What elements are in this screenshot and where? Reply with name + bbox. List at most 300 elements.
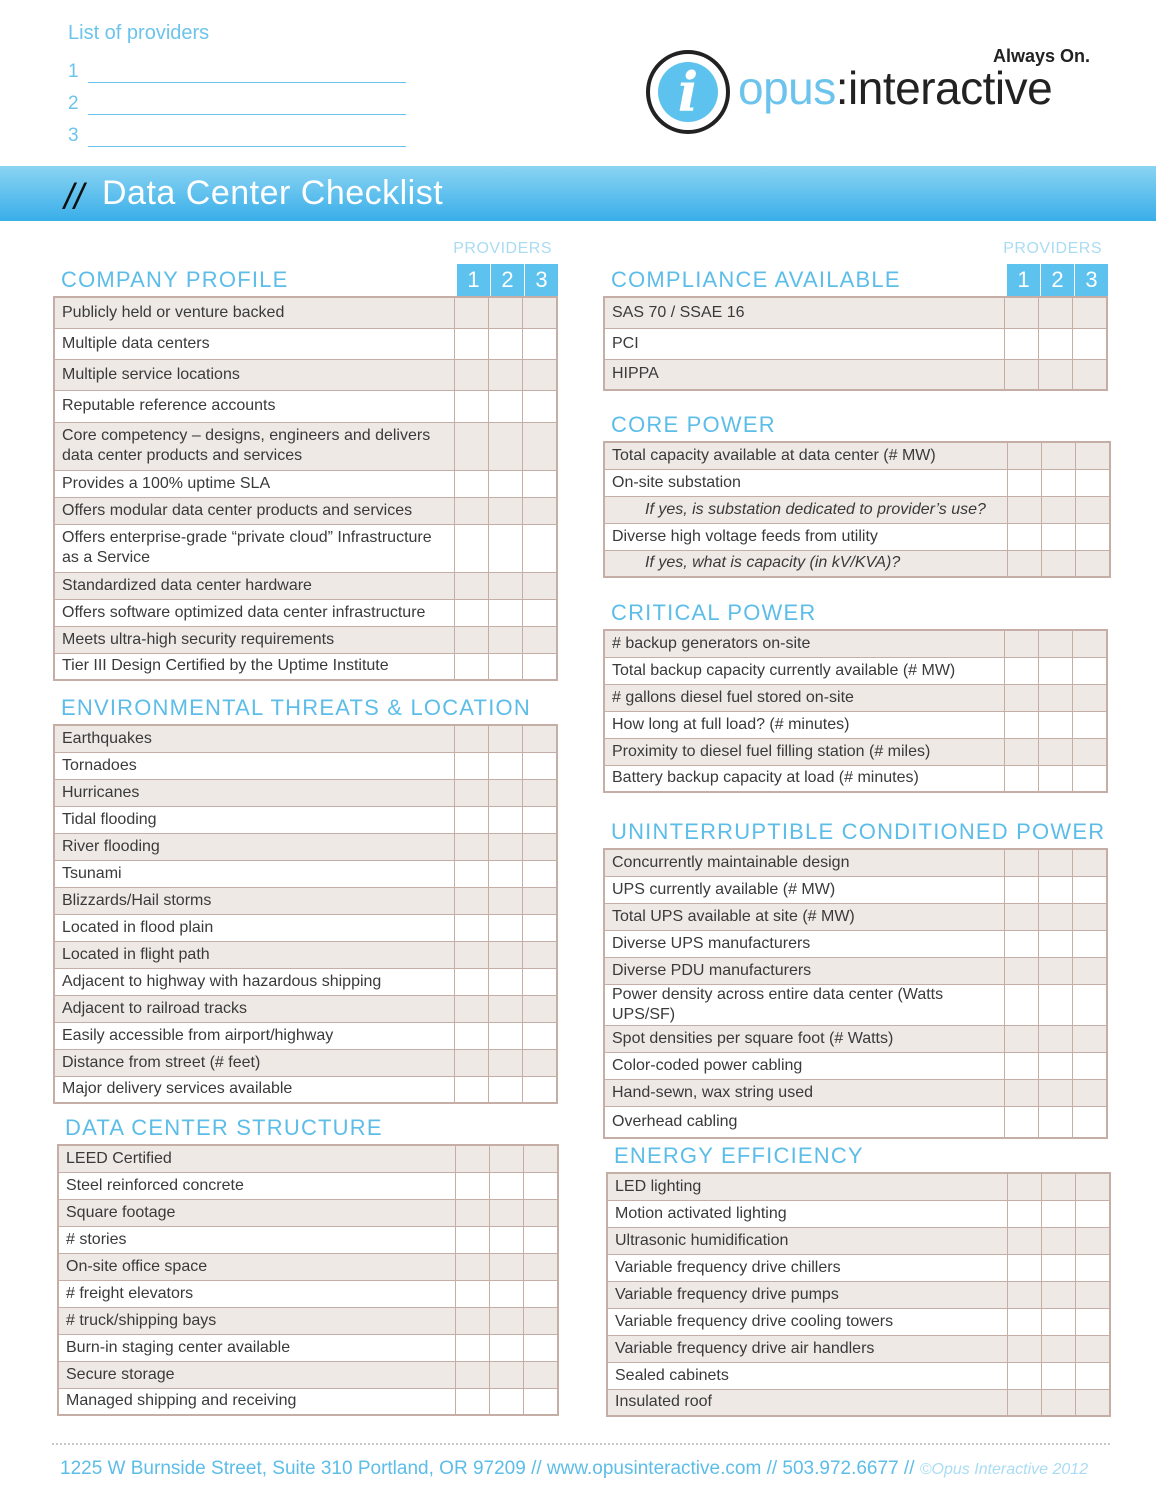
provider-1-checkbox[interactable] [456, 1307, 490, 1334]
checklist-item-label: Earthquakes [54, 725, 455, 752]
provider-3-checkbox[interactable] [1076, 1173, 1111, 1200]
provider-1-checkbox[interactable] [1005, 984, 1039, 1025]
provider-2-checkbox[interactable] [1039, 328, 1073, 359]
provider-3-checkbox[interactable] [524, 1307, 559, 1334]
provider-2-checkbox[interactable] [489, 470, 523, 497]
checklist-item-label: Publicly held or venture backed [54, 297, 455, 328]
provider-1-checkbox[interactable] [1005, 849, 1039, 876]
provider-1-checkbox[interactable] [456, 1388, 490, 1415]
provider-1-checkbox[interactable] [1008, 523, 1042, 550]
checklist-item-label: # freight elevators [58, 1280, 456, 1307]
provider-2-checkbox[interactable] [1039, 711, 1073, 738]
provider-2-checkbox[interactable] [1042, 523, 1076, 550]
checklist-row [604, 523, 1110, 550]
provider-3-checkbox[interactable] [523, 1076, 558, 1103]
provider-3-checkbox[interactable] [523, 995, 558, 1022]
provider-2-checkbox[interactable] [489, 725, 523, 752]
provider-3-checkbox[interactable] [1076, 1308, 1111, 1335]
provider-2-checkbox[interactable] [1042, 469, 1076, 496]
provider-2-checkbox[interactable] [1042, 1227, 1076, 1254]
provider-3-checkbox[interactable] [524, 1145, 559, 1172]
checklist-row [607, 1200, 1110, 1227]
checklist-item-label: Variable frequency drive air handlers [607, 1335, 1008, 1362]
section-title: ENVIRONMENTAL THREATS & LOCATION [61, 695, 531, 720]
checklist-row [604, 849, 1107, 876]
checklist-item-label: Standardized data center hardware [54, 572, 455, 599]
checklist-row [58, 1388, 558, 1415]
provider-1-checkbox[interactable] [1005, 359, 1039, 390]
provider-1-checkbox[interactable] [1005, 1079, 1039, 1106]
provider-3-checkbox[interactable] [1076, 442, 1111, 469]
checklist-item-label: # backup generators on-site [604, 630, 1005, 657]
provider-2-checkbox[interactable] [1042, 1308, 1076, 1335]
provider-3-checkbox[interactable] [1073, 657, 1108, 684]
provider-1-checkbox[interactable] [455, 470, 489, 497]
provider-3-checkbox[interactable] [523, 725, 558, 752]
provider-1-checkbox[interactable] [1008, 1281, 1042, 1308]
checklist-item-label: Diverse high voltage feeds from utility [604, 523, 1008, 550]
provider-3-checkbox[interactable] [1073, 328, 1108, 359]
provider-3-checkbox[interactable] [524, 1280, 559, 1307]
checklist-item-label: SAS 70 / SSAE 16 [604, 297, 1005, 328]
provider-number-3: 3 [524, 264, 558, 296]
footer-website-link[interactable]: www.opusinteractive.com [546, 1458, 762, 1479]
provider-2-checkbox[interactable] [489, 599, 523, 626]
provider-2-checkbox[interactable] [490, 1361, 524, 1388]
checklist-table [53, 724, 558, 1104]
checklist-row [54, 328, 557, 359]
provider-1-checkbox[interactable] [1008, 469, 1042, 496]
provider-2-checkbox[interactable] [490, 1388, 524, 1415]
provider-1-checkbox[interactable] [455, 297, 489, 328]
checklist-table [603, 441, 1111, 578]
provider-2-checkbox[interactable] [489, 887, 523, 914]
provider-1-checkbox[interactable] [1008, 1227, 1042, 1254]
section-core-power [603, 409, 1111, 578]
provider-3-checkbox[interactable] [1073, 630, 1108, 657]
provider-2-checkbox[interactable] [1042, 1389, 1076, 1416]
checklist-item-label: Diverse PDU manufacturers [604, 957, 1005, 984]
provider-3-checkbox[interactable] [1073, 876, 1108, 903]
provider-1-checkbox[interactable] [455, 752, 489, 779]
footer-phone: 503.972.6677 [782, 1458, 899, 1479]
provider-1-checkbox[interactable] [1005, 630, 1039, 657]
provider-1-checkbox[interactable] [1008, 1362, 1042, 1389]
provider-1-checkbox[interactable] [455, 914, 489, 941]
provider-3-checkbox[interactable] [523, 779, 558, 806]
checklist-row [607, 1281, 1110, 1308]
provider-1-checkbox[interactable] [1008, 1254, 1042, 1281]
provider-3-checkbox[interactable] [524, 1226, 559, 1253]
provider-2-checkbox[interactable] [1039, 630, 1073, 657]
provider-1-checkbox[interactable] [1008, 1200, 1042, 1227]
provider-2-checkbox[interactable] [1042, 1335, 1076, 1362]
checklist-row [604, 359, 1107, 390]
checklist-row [604, 957, 1107, 984]
provider-2-checkbox[interactable] [489, 806, 523, 833]
provider-1-checkbox[interactable] [456, 1253, 490, 1280]
provider-1-checkbox[interactable] [455, 725, 489, 752]
provider-3-checkbox[interactable] [523, 914, 558, 941]
provider-1-checkbox[interactable] [455, 860, 489, 887]
provider-3-checkbox[interactable] [524, 1334, 559, 1361]
provider-2-checkbox[interactable] [1039, 984, 1073, 1025]
provider-3-checkbox[interactable] [1076, 550, 1111, 577]
provider-2-checkbox[interactable] [1039, 738, 1073, 765]
provider-3-checkbox[interactable] [523, 887, 558, 914]
checklist-item-label: Battery backup capacity at load (# minutes) [604, 765, 1005, 792]
provider-1-checkbox[interactable] [1008, 1308, 1042, 1335]
provider-2-checkbox[interactable] [490, 1253, 524, 1280]
checklist-row [54, 470, 557, 497]
provider-2-checkbox[interactable] [1039, 930, 1073, 957]
provider-3-checkbox[interactable] [1076, 469, 1111, 496]
provider-1-checkbox[interactable] [455, 422, 489, 470]
provider-number-3: 3 [1074, 264, 1108, 296]
checklist-item-label: # gallons diesel fuel stored on-site [604, 684, 1005, 711]
provider-1-checkbox[interactable] [456, 1361, 490, 1388]
checklist-row [54, 941, 557, 968]
provider-1-checkbox[interactable] [455, 1022, 489, 1049]
checklist-row [607, 1173, 1110, 1200]
provider-1-checkbox[interactable] [455, 497, 489, 524]
provider-2-checkbox[interactable] [490, 1334, 524, 1361]
provider-3-checkbox[interactable] [1076, 1335, 1111, 1362]
provider-2-checkbox[interactable] [1039, 1106, 1073, 1138]
checklist-row [604, 328, 1107, 359]
provider-1-checkbox[interactable] [1005, 297, 1039, 328]
checklist-item-label: Variable frequency drive cooling towers [607, 1308, 1008, 1335]
checklist-item-label: Offers software optimized data center infrastructure [54, 599, 455, 626]
provider-1-checkbox[interactable] [455, 653, 489, 680]
checklist-item-label: Distance from street (# feet) [54, 1049, 455, 1076]
provider-3-checkbox[interactable] [524, 1388, 559, 1415]
checklist-row [54, 860, 557, 887]
provider-2-checkbox[interactable] [1039, 1052, 1073, 1079]
provider-3-checkbox[interactable] [1073, 849, 1108, 876]
provider-2-checkbox[interactable] [490, 1280, 524, 1307]
provider-1-checkbox[interactable] [1008, 1389, 1042, 1416]
providers-header: PROVIDERS [1003, 240, 1102, 257]
provider-2-checkbox[interactable] [1042, 550, 1076, 577]
provider-2-checkbox[interactable] [1042, 1173, 1076, 1200]
provider-3-checkbox[interactable] [1073, 1025, 1108, 1052]
provider-3-checkbox[interactable] [1076, 1281, 1111, 1308]
provider-1-checkbox[interactable] [1008, 1335, 1042, 1362]
provider-2-checkbox[interactable] [1042, 1362, 1076, 1389]
page-title: Data Center Checklist [102, 174, 444, 212]
provider-3-checkbox[interactable] [1073, 684, 1108, 711]
checklist-item-label: On-site office space [58, 1253, 456, 1280]
provider-2-checkbox[interactable] [1042, 1281, 1076, 1308]
provider-3-checkbox[interactable] [523, 941, 558, 968]
checklist-item-label: Multiple data centers [54, 328, 455, 359]
provider-2-checkbox[interactable] [489, 497, 523, 524]
provider-3-checkbox[interactable] [523, 390, 558, 422]
checklist-row [58, 1361, 558, 1388]
provider-1-checkbox[interactable] [455, 572, 489, 599]
provider-2-checkbox[interactable] [489, 1076, 523, 1103]
provider-2-checkbox[interactable] [489, 653, 523, 680]
checklist-item-label: Adjacent to highway with hazardous shipping [54, 968, 455, 995]
provider-3-checkbox[interactable] [523, 524, 558, 572]
provider-3-checkbox[interactable] [523, 599, 558, 626]
provider-1-checkbox[interactable] [456, 1280, 490, 1307]
provider-1-checkbox[interactable] [1005, 684, 1039, 711]
checklist-item-label: Proximity to diesel fuel filling station (# miles) [604, 738, 1005, 765]
provider-2-checkbox[interactable] [489, 422, 523, 470]
provider-1-checkbox[interactable] [456, 1334, 490, 1361]
checklist-row [54, 1076, 557, 1103]
provider-3-checkbox[interactable] [1073, 903, 1108, 930]
provider-3-checkbox[interactable] [1076, 496, 1111, 523]
provider-3-checkbox[interactable] [1073, 930, 1108, 957]
provider-3-checkbox[interactable] [523, 968, 558, 995]
checklist-row [54, 725, 557, 752]
provider-1-checkbox[interactable] [1005, 903, 1039, 930]
provider-3-checkbox[interactable] [523, 833, 558, 860]
provider-2-checkbox[interactable] [490, 1199, 524, 1226]
provider-1-checkbox[interactable] [1008, 442, 1042, 469]
provider-3-checkbox[interactable] [1073, 984, 1108, 1025]
checklist-row [58, 1253, 558, 1280]
provider-3-checkbox[interactable] [524, 1253, 559, 1280]
checklist-row [54, 968, 557, 995]
provider-1-checkbox[interactable] [455, 941, 489, 968]
checklist-item-label: Total capacity available at data center (# MW) [604, 442, 1008, 469]
checklist-row [58, 1172, 558, 1199]
provider-1-checkbox[interactable] [455, 995, 489, 1022]
provider-line-2[interactable]: 2 [68, 83, 406, 115]
checklist-row [54, 599, 557, 626]
logo-tagline: Always On. [992, 46, 1090, 66]
provider-1-checkbox[interactable] [456, 1226, 490, 1253]
checklist-table [57, 1144, 559, 1416]
provider-3-checkbox[interactable] [1076, 1362, 1111, 1389]
provider-1-checkbox[interactable] [1005, 930, 1039, 957]
provider-2-checkbox[interactable] [1039, 957, 1073, 984]
provider-2-checkbox[interactable] [490, 1145, 524, 1172]
section-title: CRITICAL POWER [611, 600, 817, 625]
checklist-row [604, 550, 1110, 577]
provider-1-checkbox[interactable] [1005, 876, 1039, 903]
provider-3-checkbox[interactable] [523, 572, 558, 599]
provider-3-checkbox[interactable] [1073, 1106, 1108, 1138]
provider-3-checkbox[interactable] [523, 752, 558, 779]
provider-3-checkbox[interactable] [523, 626, 558, 653]
provider-1-checkbox[interactable] [1008, 496, 1042, 523]
opus-interactive-logo [646, 46, 1090, 136]
provider-3-checkbox[interactable] [1073, 297, 1108, 328]
checklist-item-label: Color-coded power cabling [604, 1052, 1005, 1079]
provider-1-checkbox[interactable] [1005, 1025, 1039, 1052]
checklist-row [604, 469, 1110, 496]
checklist-item-label: If yes, is substation dedicated to provider’s use? [604, 496, 1008, 523]
provider-2-checkbox[interactable] [1042, 1254, 1076, 1281]
provider-2-checkbox[interactable] [489, 968, 523, 995]
provider-2-checkbox[interactable] [1039, 1025, 1073, 1052]
provider-3-checkbox[interactable] [523, 328, 558, 359]
logo-wordmark: opus:interactive [738, 62, 1053, 114]
checklist-row [54, 887, 557, 914]
provider-3-checkbox[interactable] [1073, 765, 1108, 792]
provider-3-checkbox[interactable] [523, 297, 558, 328]
provider-1-checkbox[interactable] [455, 779, 489, 806]
checklist-row [604, 1052, 1107, 1079]
provider-2-checkbox[interactable] [489, 328, 523, 359]
checklist-item-label: Located in flood plain [54, 914, 455, 941]
provider-3-checkbox[interactable] [1073, 359, 1108, 390]
provider-2-checkbox[interactable] [489, 752, 523, 779]
provider-1-checkbox[interactable] [455, 1076, 489, 1103]
provider-2-checkbox[interactable] [489, 390, 523, 422]
provider-1-checkbox[interactable] [455, 833, 489, 860]
provider-1-checkbox[interactable] [1005, 711, 1039, 738]
provider-2-checkbox[interactable] [489, 995, 523, 1022]
provider-3-checkbox[interactable] [523, 653, 558, 680]
provider-2-checkbox[interactable] [489, 524, 523, 572]
provider-1-checkbox[interactable] [1008, 1173, 1042, 1200]
provider-2-checkbox[interactable] [1039, 684, 1073, 711]
checklist-item-label: Variable frequency drive pumps [607, 1281, 1008, 1308]
checklist-row [58, 1307, 558, 1334]
provider-2-checkbox[interactable] [489, 626, 523, 653]
checklist-item-label: If yes, what is capacity (in kV/KVA)? [604, 550, 1008, 577]
provider-3-checkbox[interactable] [1073, 711, 1108, 738]
provider-3-checkbox[interactable] [524, 1199, 559, 1226]
provider-2-checkbox[interactable] [1042, 1200, 1076, 1227]
provider-2-checkbox[interactable] [489, 860, 523, 887]
provider-2-checkbox[interactable] [489, 1022, 523, 1049]
provider-2-checkbox[interactable] [490, 1226, 524, 1253]
section-uninterruptible-conditioned-power [603, 816, 1108, 1139]
provider-1-checkbox[interactable] [455, 390, 489, 422]
provider-2-checkbox[interactable] [1039, 297, 1073, 328]
checklist-row [604, 738, 1107, 765]
provider-3-checkbox[interactable] [1073, 1052, 1108, 1079]
section-energy-efficiency [606, 1140, 1111, 1417]
provider-2-checkbox[interactable] [489, 359, 523, 390]
provider-1-checkbox[interactable] [1008, 550, 1042, 577]
provider-2-checkbox[interactable] [1039, 359, 1073, 390]
provider-2-checkbox[interactable] [1039, 849, 1073, 876]
provider-2-checkbox[interactable] [1039, 1079, 1073, 1106]
provider-3-checkbox[interactable] [1076, 1389, 1111, 1416]
checklist-row [54, 572, 557, 599]
provider-2-checkbox[interactable] [490, 1172, 524, 1199]
provider-2-checkbox[interactable] [1039, 765, 1073, 792]
checklist-item-label: Located in flight path [54, 941, 455, 968]
provider-2-checkbox[interactable] [1039, 876, 1073, 903]
checklist-item-label: Insulated roof [607, 1389, 1008, 1416]
provider-2-checkbox[interactable] [1039, 657, 1073, 684]
checklist-item-label: # truck/shipping bays [58, 1307, 456, 1334]
checklist-row [604, 876, 1107, 903]
provider-2-checkbox[interactable] [490, 1307, 524, 1334]
provider-1-checkbox[interactable] [455, 524, 489, 572]
provider-2-checkbox[interactable] [1042, 442, 1076, 469]
provider-3-checkbox[interactable] [523, 470, 558, 497]
section-critical-power [603, 597, 1108, 793]
checklist-item-label: Provides a 100% uptime SLA [54, 470, 455, 497]
provider-number-header [456, 264, 558, 296]
provider-2-checkbox[interactable] [1039, 903, 1073, 930]
provider-list [68, 22, 406, 147]
checklist-item-label: LEED Certified [58, 1145, 456, 1172]
provider-2-checkbox[interactable] [489, 297, 523, 328]
checklist-row [54, 914, 557, 941]
provider-2-checkbox[interactable] [489, 572, 523, 599]
provider-3-checkbox[interactable] [1073, 738, 1108, 765]
checklist-item-label: Steel reinforced concrete [58, 1172, 456, 1199]
provider-number-1: 1 [456, 264, 490, 296]
checklist-row [604, 1106, 1107, 1138]
provider-1-checkbox[interactable] [455, 626, 489, 653]
provider-3-checkbox[interactable] [1073, 957, 1108, 984]
checklist-row [58, 1280, 558, 1307]
provider-2-checkbox[interactable] [489, 779, 523, 806]
provider-3-checkbox[interactable] [1073, 1079, 1108, 1106]
provider-2-checkbox[interactable] [1042, 496, 1076, 523]
provider-3-checkbox[interactable] [1076, 1200, 1111, 1227]
provider-1-checkbox[interactable] [455, 359, 489, 390]
provider-3-checkbox[interactable] [524, 1172, 559, 1199]
provider-line-3[interactable]: 3 [68, 115, 406, 147]
checklist-row [54, 497, 557, 524]
provider-1-checkbox[interactable] [455, 968, 489, 995]
provider-number-header [1006, 264, 1108, 296]
provider-1-checkbox[interactable] [1005, 738, 1039, 765]
provider-3-checkbox[interactable] [523, 1049, 558, 1076]
section-title: CORE POWER [611, 412, 776, 437]
provider-line-1[interactable]: 1 [68, 51, 406, 83]
provider-3-checkbox[interactable] [523, 1022, 558, 1049]
provider-3-checkbox[interactable] [1076, 1254, 1111, 1281]
provider-1-checkbox[interactable] [455, 806, 489, 833]
provider-2-checkbox[interactable] [489, 914, 523, 941]
provider-1-checkbox[interactable] [1005, 765, 1039, 792]
checklist-row [604, 297, 1107, 328]
providers-header: PROVIDERS [453, 240, 552, 257]
provider-3-checkbox[interactable] [524, 1361, 559, 1388]
provider-3-checkbox[interactable] [523, 806, 558, 833]
provider-1-checkbox[interactable] [456, 1172, 490, 1199]
provider-1-checkbox[interactable] [455, 887, 489, 914]
provider-1-checkbox[interactable] [1005, 657, 1039, 684]
provider-2-checkbox[interactable] [489, 833, 523, 860]
provider-3-checkbox[interactable] [523, 860, 558, 887]
provider-1-checkbox[interactable] [1005, 957, 1039, 984]
provider-3-checkbox[interactable] [523, 422, 558, 470]
provider-1-checkbox[interactable] [1005, 328, 1039, 359]
provider-3-checkbox[interactable] [1076, 1227, 1111, 1254]
checklist-row [604, 657, 1107, 684]
section-environmental-threats [53, 692, 558, 1104]
provider-1-checkbox[interactable] [455, 1049, 489, 1076]
provider-3-checkbox[interactable] [1076, 523, 1111, 550]
provider-1-checkbox[interactable] [455, 328, 489, 359]
provider-1-checkbox[interactable] [456, 1145, 490, 1172]
provider-1-checkbox[interactable] [1005, 1052, 1039, 1079]
provider-1-checkbox[interactable] [455, 599, 489, 626]
provider-1-checkbox[interactable] [456, 1199, 490, 1226]
provider-2-checkbox[interactable] [489, 1049, 523, 1076]
provider-3-checkbox[interactable] [523, 497, 558, 524]
provider-3-checkbox[interactable] [523, 359, 558, 390]
provider-2-checkbox[interactable] [489, 941, 523, 968]
provider-1-checkbox[interactable] [1005, 1106, 1039, 1138]
checklist-item-label: Tsunami [54, 860, 455, 887]
